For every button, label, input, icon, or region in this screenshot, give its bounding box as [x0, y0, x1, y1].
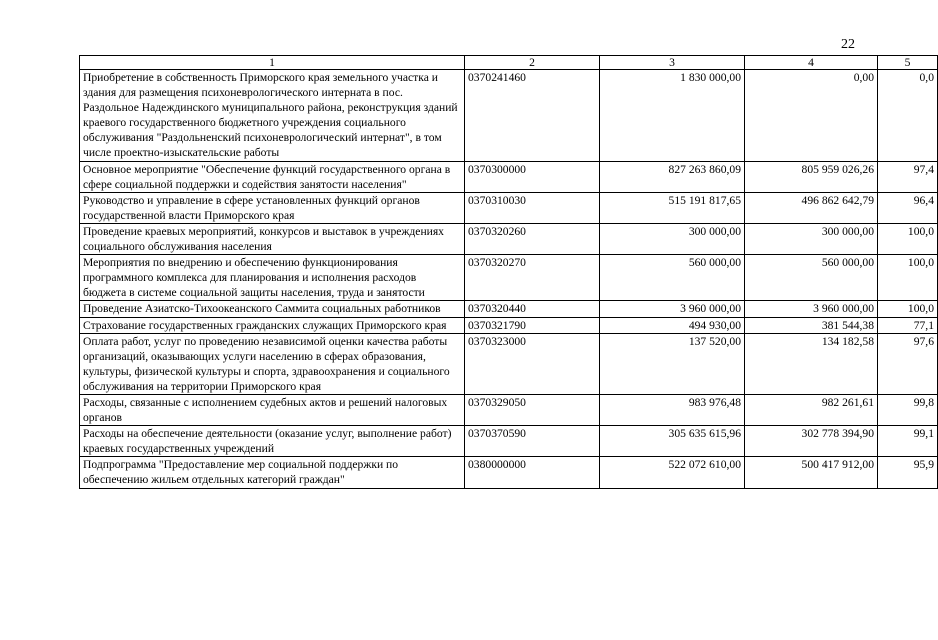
row-actual-amount: 134 182,58 [745, 333, 878, 394]
row-execution-percent: 95,9 [878, 457, 938, 488]
row-actual-amount: 302 778 394,90 [745, 426, 878, 457]
row-budget-code: 0370310030 [465, 192, 600, 223]
row-description: Основное мероприятие "Обеспечение функций государственного органа в сфере социальной поддержки и содействия занятости населения" [80, 161, 465, 192]
column-header-4: 4 [745, 56, 878, 70]
row-budget-code: 0370320260 [465, 223, 600, 254]
row-execution-percent: 100,0 [878, 223, 938, 254]
table-row [80, 255, 938, 301]
row-description: Проведение краевых мероприятий, конкурсов и выставок в учреждениях социального обслуживания населения [80, 223, 465, 254]
row-actual-amount: 3 960 000,00 [745, 301, 878, 317]
table-row [80, 394, 938, 425]
table-header-row [80, 56, 938, 70]
table-row [80, 317, 938, 333]
page-number: 22 [841, 37, 855, 52]
column-header-1: 1 [80, 56, 465, 70]
row-execution-percent: 99,1 [878, 426, 938, 457]
table-row [80, 457, 938, 488]
row-planned-amount: 1 830 000,00 [600, 70, 745, 162]
row-planned-amount: 3 960 000,00 [600, 301, 745, 317]
row-actual-amount: 0,00 [745, 70, 878, 162]
row-execution-percent: 97,4 [878, 161, 938, 192]
row-execution-percent: 99,8 [878, 394, 938, 425]
row-actual-amount: 381 544,38 [745, 317, 878, 333]
table-row [80, 70, 938, 162]
row-planned-amount: 305 635 615,96 [600, 426, 745, 457]
row-budget-code: 0370241460 [465, 70, 600, 162]
row-actual-amount: 560 000,00 [745, 255, 878, 301]
row-execution-percent: 100,0 [878, 301, 938, 317]
row-planned-amount: 494 930,00 [600, 317, 745, 333]
row-execution-percent: 0,0 [878, 70, 938, 162]
row-execution-percent: 77,1 [878, 317, 938, 333]
row-description: Приобретение в собственность Приморского края земельного участка и здания для размещения психоневрологического интерната в пос. Раздольное Надеждинского муниципального района, реконструкция зданий краевого государственного бюджетного учреждения социального обслуживания "Раздольненский психоневрологический интернат", в том числе проектно-изыскательские работы [80, 70, 465, 162]
row-execution-percent: 96,4 [878, 192, 938, 223]
row-description: Руководство и управление в сфере установленных функций органов государственной власти Приморского края [80, 192, 465, 223]
column-header-3: 3 [600, 56, 745, 70]
row-budget-code: 0370370590 [465, 426, 600, 457]
row-budget-code: 0370323000 [465, 333, 600, 394]
table-row [80, 426, 938, 457]
row-planned-amount: 983 976,48 [600, 394, 745, 425]
row-description: Мероприятия по внедрению и обеспечению функционирования программного комплекса для планирования и исполнения расходов бюджета в системе социальной защиты населения, труда и занятости [80, 255, 465, 301]
table-row [80, 161, 938, 192]
row-description: Расходы на обеспечение деятельности (оказание услуг, выполнение работ) краевых государственных учреждений [80, 426, 465, 457]
row-budget-code: 0380000000 [465, 457, 600, 488]
row-planned-amount: 522 072 610,00 [600, 457, 745, 488]
row-actual-amount: 805 959 026,26 [745, 161, 878, 192]
row-budget-code: 0370329050 [465, 394, 600, 425]
row-description: Проведение Азиатско-Тихоокеанского Саммита социальных работников [80, 301, 465, 317]
row-planned-amount: 300 000,00 [600, 223, 745, 254]
row-description: Подпрограмма "Предоставление мер социальной поддержки по обеспечению жильем отдельных категорий граждан" [80, 457, 465, 488]
row-description: Оплата работ, услуг по проведению независимой оценки качества работы организаций, оказывающих услуги населению в сферах образования, культуры, физической культуры и спорта, здравоохранения и социального обслуживания на территории Приморского края [80, 333, 465, 394]
row-budget-code: 0370321790 [465, 317, 600, 333]
table-body [80, 70, 938, 489]
row-actual-amount: 500 417 912,00 [745, 457, 878, 488]
row-planned-amount: 560 000,00 [600, 255, 745, 301]
table-row [80, 333, 938, 394]
row-planned-amount: 515 191 817,65 [600, 192, 745, 223]
row-execution-percent: 97,6 [878, 333, 938, 394]
row-budget-code: 0370320440 [465, 301, 600, 317]
row-execution-percent: 100,0 [878, 255, 938, 301]
column-header-5: 5 [878, 56, 938, 70]
row-budget-code: 0370300000 [465, 161, 600, 192]
row-planned-amount: 137 520,00 [600, 333, 745, 394]
row-description: Страхование государственных гражданских служащих Приморского края [80, 317, 465, 333]
row-actual-amount: 982 261,61 [745, 394, 878, 425]
budget-table [79, 55, 938, 489]
table-row [80, 192, 938, 223]
table-row [80, 223, 938, 254]
row-budget-code: 0370320270 [465, 255, 600, 301]
table-row [80, 301, 938, 317]
row-actual-amount: 496 862 642,79 [745, 192, 878, 223]
row-planned-amount: 827 263 860,09 [600, 161, 745, 192]
column-header-2: 2 [465, 56, 600, 70]
row-actual-amount: 300 000,00 [745, 223, 878, 254]
row-description: Расходы, связанные с исполнением судебных актов и решений налоговых органов [80, 394, 465, 425]
